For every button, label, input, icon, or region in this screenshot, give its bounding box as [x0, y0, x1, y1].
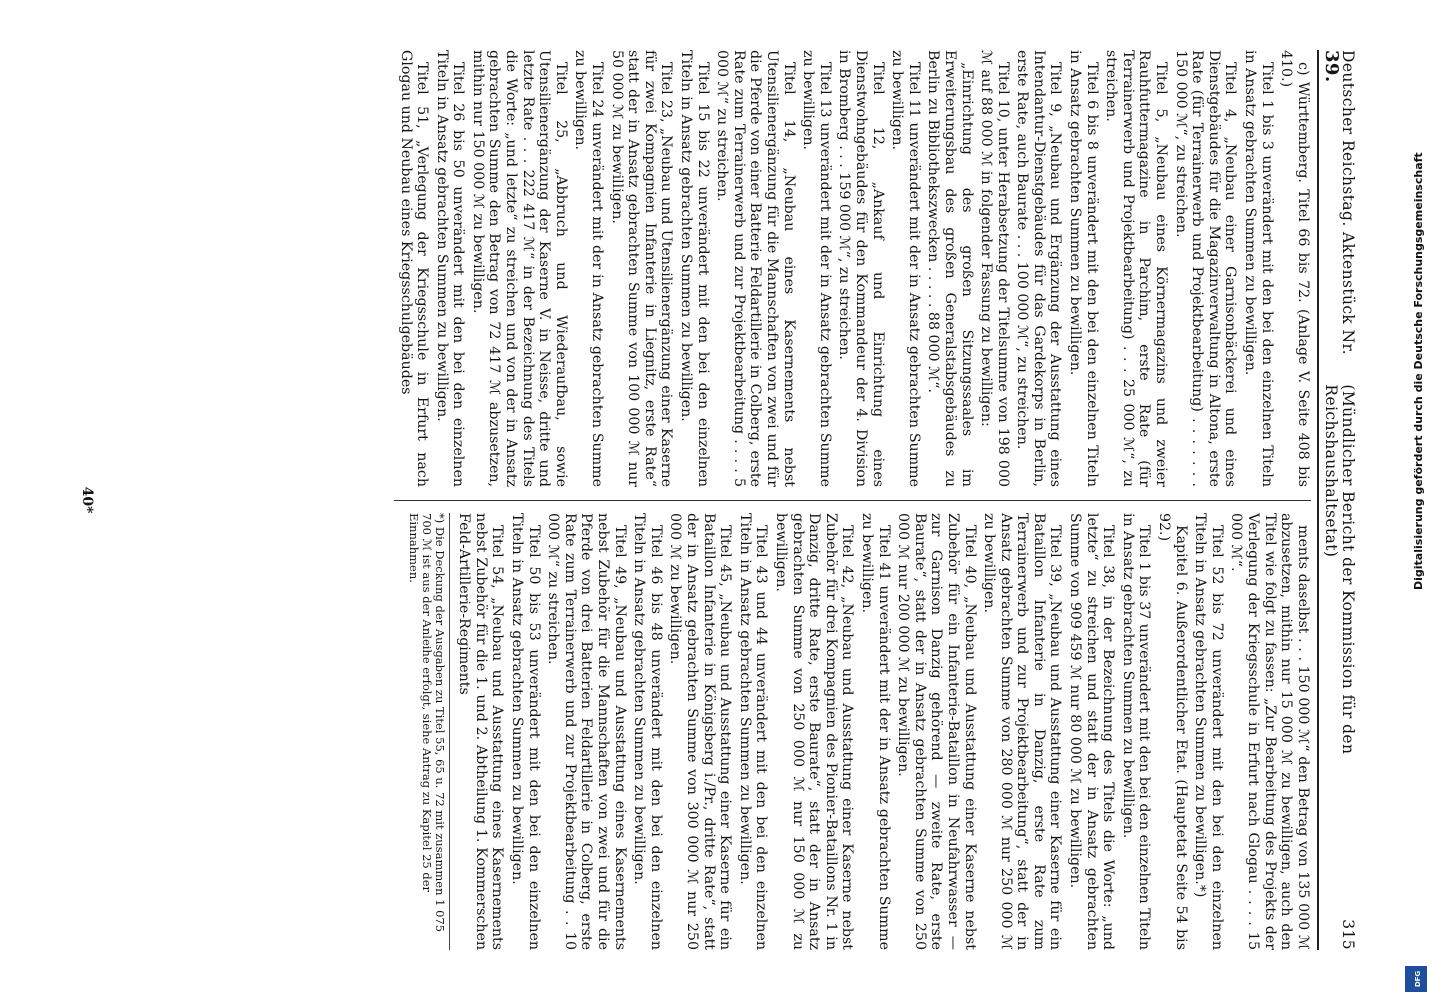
paragraph: Titel 15 bis 22 unverändert mit den bei den einzelnen Titeln in Ansatz gebrachten Summen zu bewilligen. [678, 50, 711, 487]
paragraph: Titel 25, „Abbruch und Wiederaufbau, sowie Utensilienergänzung der Kaserne V. in Neisse, dritte und letzte Rate . . . 222 417 ℳ“ in der Bezeichnung des Titels die Worte: „und letzte“ zu streichen und von der in Ansatz gebrachten Summe den Betrag von 72 417 ℳ abzusetzen, mithin nur 150 000 ℳ zu bewilligen. [469, 50, 569, 487]
header-middle: (Mündlicher Bericht der Kommission für den Reichshaushaltsetat) [1322, 384, 1357, 755]
header-left [1323, 50, 1356, 384]
paragraph: Titel 39, „Neubau und Ausstattung einer Kaserne für ein Bataillon Infanterie in Danzig, erste Rate zum Terrainerwerb und zur Projektbearbeitung“, statt der in Ansatz gebrachten Summe von 280 000 ℳ nur 250 000 ℳ zu bewilligen. [981, 513, 1064, 950]
paragraph: Titel 23, „Neubau und Utensilienergänzung einer Kaserne für zwei Kompagnien Infanterie in Liegnitz, erste Rate“ statt der in Ansatz gebrachten Summe von 100 000 ℳ nur 50 000 ℳ zu bewilligen. [608, 50, 675, 487]
paragraph: ments daselbst . . . 150 000 ℳ“ den Betrag von 135 000 ℳ abzusetzen, mithin nur 15 000 ℳ zu bewilligen, auch den Titel wie folgt zu fassen: „Zur Bearbeitung des Projekts der Verlegung der Kriegsschule in Erfurt nach Glogau . . . . 15 000 ℳ“. [1228, 513, 1311, 950]
dfg-logo-text: DFG [1414, 970, 1422, 988]
paragraph: Titel 13 unverändert mit der in Ansatz gebrachten Summe zu bewilligen. [800, 50, 833, 487]
document-page [66, 30, 1366, 970]
page-header [1317, 50, 1356, 950]
paragraph: Titel 52 bis 72 unverändert mit den bei den einzelnen Titeln in Ansatz gebrachten Summen zu bewilligen.*) [1192, 513, 1225, 950]
paragraph: c) Württemberg. Titel 66 bis 72. (Anlage V. Seite 408 bis 410.) [1278, 50, 1311, 487]
paragraph: Titel 26 bis 50 unverändert mit den bei den einzelnen Titeln in Ansatz gebrachten Summen zu bewilligen. [433, 50, 467, 487]
paragraph: Titel 4, „Neubau einer Garnisonbäckerei und eines Dienstgebäudes für die Magazinverwaltung in Altona, erste Rate (für Terrainerwerb und Projektbearbeitung) . . . . . . . 150 000 ℳ“, zu streichen. [1172, 50, 1239, 487]
dfg-logo [1405, 966, 1427, 992]
paragraph: Titel 9, „Neubau und Ergänzung der Ausstattung eines Intendantur-Dienstgebäudes für das Gardekorps in Berlin, erste Rate, auch Baurate . . . 100 000 ℳ“, zu streichen. [1014, 50, 1064, 487]
paragraph: Titel 54, „Neubau und Ausstattung eines Kasernements nebst Zubehör für die 1. und 2. Abtheilung 1. Kommerschen Feld-Artillerie-Regiments [456, 513, 506, 950]
paragraph: Titel 45, „Neubau und Ausstattung einer Kaserne für ein Bataillon Infanterie in Königsberg i./Pr., dritte Rate“, statt der in Ansatz gebrachten Summe von 300 000 ℳ nur 250 000 ℳ zu bewilligen. [667, 513, 734, 950]
paragraph: Titel 43 und 44 unverändert mit den bei den einzelnen Titeln in Ansatz gebrachten Summen zu bewilligen. [736, 513, 770, 950]
paragraph: Titel 38, in der Bezeichnung des Titels die Worte: „und letzte“ zu streichen und statt der in Ansatz gebrachten Summe von 909 459 ℳ nur 80 000 ℳ zu bewilligen. [1067, 513, 1117, 950]
paragraph: Titel 5, „Neubau eines Körnermagazins und zweier Rauhfuttermagazine in Parchim, erste Rate (für Terrainerwerb und Projektbearbeitung) . . . 25 000 ℳ“, zu streichen. [1103, 50, 1170, 487]
digitization-credit: Digitalisierung gefördert durch die Deutsche Forschungsgemeinschaft [1412, 152, 1425, 590]
paragraph: Titel 42, „Neubau und Ausstattung einer Kaserne nebst Zubehör für drei Kompagnien des Pionier-Bataillons Nr. 1 in Danzig, dritte Rate, erste Baurate“, statt der in Ansatz gebrachten Summe von 250 000 ℳ nur 150 000 ℳ zu bewilligen. [773, 513, 856, 950]
paragraph: Titel 40, „Neubau und Ausstattung einer Kaserne nebst Zubehör für ein Infanterie-Bataillon in Neufahrwasser — zur Garnison Danzig gehörend — zweite Rate, erste Baurate“, statt der in Ansatz gebrachten Summe von 250 000 ℳ nur 200 000 ℳ zu bewilligen. [895, 513, 978, 950]
paragraph: Titel 49, „Neubau und Ausstattung eines Kasernements nebst Zubehör für die Mannschaften von zwei und für die Pferde von drei Batterien Feldartillerie in Colberg, erste Rate zum Terrainerwerb und zur Projektbearbeitung . . 10 000 ℳ“ zu streichen. [545, 513, 628, 950]
header-title: Deutscher Reichstag. Aktenstück Nr. [1339, 50, 1357, 355]
paragraph: Titel 12, „Ankauf und Einrichtung eines Dienstwohngebäudes für den Kommandeur der 4. Division in Bromberg . . . 159 000 ℳ“, zu streichen. [836, 50, 886, 487]
footnote: *) Die Deckung der Ausgaben zu Titel 55, 65 u. 72 mit zusammen 1 075 700 ℳ ist aus der Anleihe erfolgt, siehe Antrag zu Kapitel 25 der Einnahmen. [407, 513, 450, 950]
right-column [394, 513, 1311, 950]
paragraph: Titel 1 bis 3 unverändert mit den bei den einzelnen Titeln in Ansatz gebrachten Summen zu bewilligen. [1242, 50, 1275, 487]
paragraph: Titel 51, „Verlegung der Kriegsschule in Erfurt nach Glogau und Neubau eines Kriegsschulgebäudes [397, 50, 431, 487]
paragraph: Kapitel 6. Außerordentlicher Etat. (Hauptetat Seite 54 bis 92.) [1156, 513, 1189, 950]
left-column [394, 50, 1311, 487]
paragraph: Titel 14, „Neubau eines Kasernements nebst Utensilienergänzung für die Mannschaften von zwei und für die Pferde von einer Batterie Feldartillerie in Colberg, erste Rate zum Terrainerwerb und zur Projektbearbeitung . . . . 5 000 ℳ“ zu streichen. [714, 50, 797, 487]
paragraph: Titel 50 bis 53 unverändert mit den bei den einzelnen Titeln in Ansatz gebrachten Summen zu bewilligen. [509, 513, 542, 950]
paragraph: Titel 1 bis 37 unverändert mit den bei den einzelnen Titeln in Ansatz gebrachten Summen zu bewilligen. [1119, 513, 1153, 950]
paragraph: Titel 11 unverändert mit der in Ansatz gebrachten Summe zu bewilligen. [889, 50, 922, 487]
text-columns [394, 50, 1311, 950]
paragraph: Titel 24 unverändert mit der in Ansatz gebrachten Summe zu bewilligen. [572, 50, 606, 487]
paragraph: Titel 41 unverändert mit der in Ansatz gebrachten Summe zu bewilligen. [858, 513, 892, 950]
sheet-signature: 40* [78, 486, 95, 514]
header-number: 39. [1321, 50, 1343, 83]
paragraph: Titel 6 bis 8 unverändert mit den bei den einzelnen Titeln in Ansatz gebrachten Summen zu bewilligen. [1067, 50, 1100, 487]
paragraph: Titel 10, unter Herabsetzung der Titelsumme von 198 000 ℳ auf 88 000 ℳ in folgender Fassung zu bewilligen: [978, 50, 1011, 487]
page-number: 315 [1339, 919, 1357, 950]
paragraph: „Einrichtung des großen Sitzungssaales im Erweiterungsbau des großen Generalstabsgebäudes zu Berlin zu Bibliothekszwecken . . . . . 88 000 ℳ“. [925, 50, 975, 487]
paragraph: Titel 46 bis 48 unverändert mit den bei den einzelnen Titeln in Ansatz gebrachten Summen zu bewilligen. [631, 513, 664, 950]
